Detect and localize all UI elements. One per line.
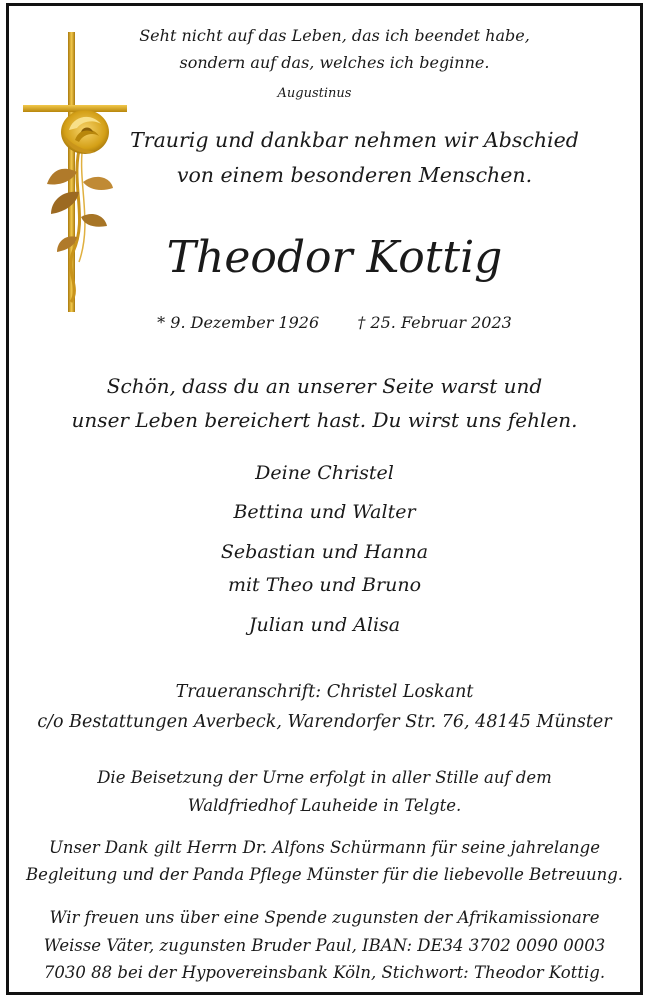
quote-author: Augustinus <box>277 86 352 101</box>
donation-line-1: Wir freuen uns über eine Spende zugunsten der Afrikamissionare <box>49 908 600 927</box>
dates-line <box>19 313 649 332</box>
donation-line-2: Weisse Väter, zugunsten Bruder Paul, IBAN: DE34 3702 0090 0003 <box>43 936 606 955</box>
thanks-line-2: Begleitung und der Panda Pflege Münster für die liebevolle Betreuung. <box>25 865 624 884</box>
donation-line-3: 7030 88 bei der Hypovereinsbank Köln, Stichwort: Theodor Kottig. <box>43 963 606 982</box>
death-date: † 25. Februar 2023 <box>357 313 512 332</box>
thanks-line-1: Unser Dank gilt Herrn Dr. Alfons Schürmann für seine jahrelange <box>49 838 600 857</box>
signature-5: Julian und Alisa <box>248 614 401 636</box>
quote-line-2: sondern auf das, welches ich beginne. <box>179 53 490 72</box>
signature-4: mit Theo und Bruno <box>227 574 422 596</box>
signature-2: Bettina und Walter <box>233 501 416 523</box>
burial-line-1: Die Beisetzung der Urne erfolgt in aller Stille auf dem <box>97 768 552 787</box>
message-line-2: unser Leben bereichert hast. Du wirst uns fehlen. <box>71 408 578 432</box>
deceased-name: Theodor Kottig <box>166 232 503 283</box>
signature-1: Deine Christel <box>255 462 394 484</box>
signature-3: Sebastian und Hanna <box>220 541 429 563</box>
address-line-1: Traueranschrift: Christel Loskant <box>175 682 474 702</box>
message-line-1: Schön, dass du an unserer Seite warst und <box>106 374 543 398</box>
quote-line-1: Seht nicht auf das Leben, das ich beendet habe, <box>139 26 530 45</box>
intro-line-1: Traurig und dankbar nehmen wir Abschied <box>130 128 579 152</box>
birth-date: * 9. Dezember 1926 <box>157 313 320 332</box>
address-line-2: c/o Bestattungen Averbeck, Warendorfer Str. 76, 48145 Münster <box>37 712 612 732</box>
burial-line-2: Waldfriedhof Lauheide in Telgte. <box>187 796 462 815</box>
obituary-notice <box>6 3 643 995</box>
intro-line-2: von einem besonderen Menschen. <box>176 163 533 187</box>
